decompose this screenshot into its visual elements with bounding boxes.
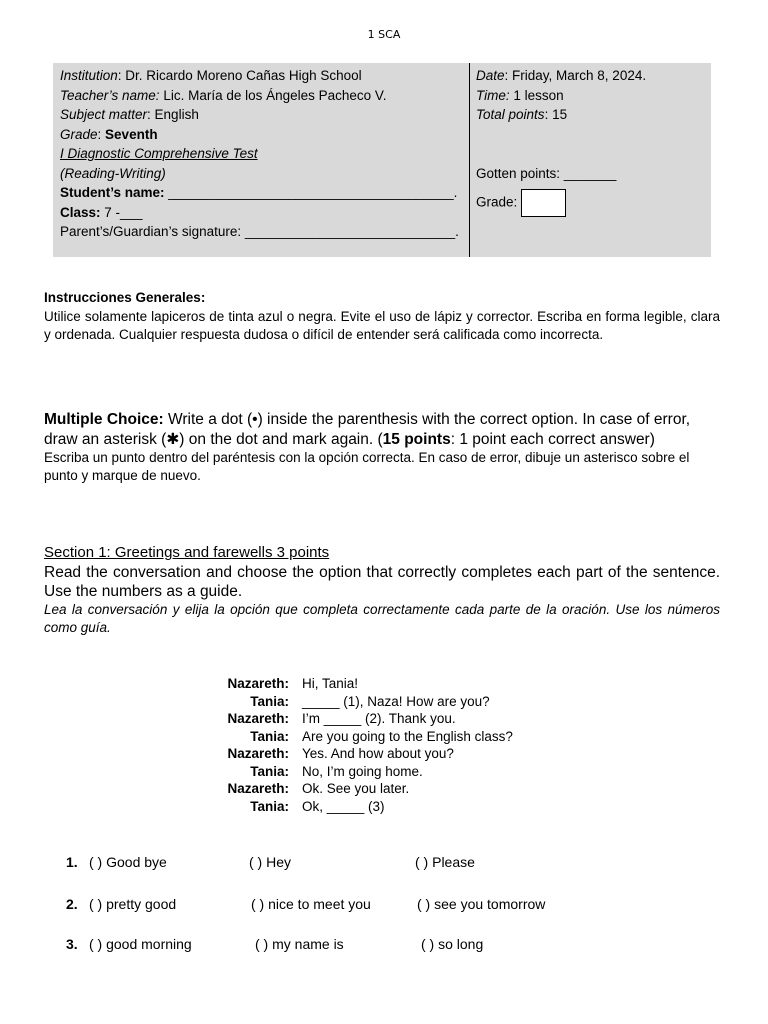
answer-option[interactable]: ( ) nice to meet you [251,896,371,912]
grade-label: Grade [60,126,98,142]
dialog-speaker: Tania: [250,763,289,779]
answer-option[interactable]: ( ) Please [415,854,475,870]
multiple-choice-points: 15 points [382,430,451,448]
dialog-line: Hi, Tania! [302,676,359,691]
dialog-row [200,745,513,763]
info-right-column [476,66,646,217]
grade-box-label: Grade: [476,194,518,210]
dialog-line: Yes. And how about you? [302,746,454,761]
grade-box[interactable] [521,189,566,217]
question-number: 1. [66,854,78,870]
dialog-line: Ok, _____ (3) [302,798,385,814]
dialog-speaker: Nazareth: [227,746,289,761]
document-code: 1 SCA [367,28,401,41]
total-points-value: : 15 [544,107,568,122]
test-title: I Diagnostic Comprehensive Test [60,146,258,161]
dialog-speaker: Nazareth: [227,781,289,796]
answer-option[interactable]: ( ) Good bye [89,854,167,870]
time-value: 1 lesson [509,87,564,103]
institution-value: : Dr. Ricardo Moreno Cañas High School [117,68,362,83]
question-3 [66,936,483,952]
time-label: Time: [476,87,510,103]
dialog-row [200,780,513,798]
spacer [476,125,646,164]
question-number: 2. [66,896,78,912]
answer-option[interactable]: ( ) good morning [89,936,192,952]
total-points-line [476,105,646,125]
dialog-row [200,763,513,781]
dialog-speaker: Nazareth: [227,711,289,726]
answer-option[interactable]: ( ) my name is [255,936,344,952]
section-1-instructions-spanish: Lea la conversación y elija la opción que completa correctamente cada parte de la oración. Use los números como guía. [44,602,720,635]
conversation [200,675,513,815]
grade-box-line [476,189,646,217]
teacher-line [60,86,459,106]
question-number: 3. [66,936,78,952]
dialog-speaker: Nazareth: [227,676,289,691]
test-subtitle: (Reading-Writing) [60,165,166,181]
date-label: Date [476,68,505,83]
multiple-choice-instructions [44,410,724,449]
student-name-field[interactable] [60,183,459,203]
dialog-speaker: Tania: [250,693,289,709]
dialog-line: I’m _____ (2). Thank you. [302,711,456,726]
date-value: : Friday, March 8, 2024. [504,68,647,83]
section-1-instructions: Read the conversation and choose the option that correctly completes each part of the sentence. Use the numbers as a guide. [44,564,720,600]
multiple-choice-instructions-spanish: Escriba un punto dentro del paréntesis con la opción correcta. En caso de error, dibuje un asterisco sobre el punto y marque de nuevo. [44,450,690,483]
answer-option[interactable]: ( ) Hey [249,854,291,870]
dialog-row [200,693,513,711]
info-divider [469,63,470,257]
teacher-label: Teacher’s name: [60,87,160,103]
answer-option[interactable]: ( ) pretty good [89,896,177,912]
dialog-row [200,798,513,816]
question-1 [66,854,475,870]
institution-label: Institution [60,68,118,83]
section-1-title: Section 1: Greetings and farewells 3 points [44,544,330,561]
question-2 [66,896,545,912]
parent-signature-field[interactable]: Parent’s/Guardian’s signature: ____________________________. [60,224,459,239]
grade-separator: : [97,126,106,142]
general-instructions-body: Utilice solamente lapiceros de tinta azul o negra. Evite el uso de lápiz y corrector. Escriba en forma legible, clara y ordenada. Cualquier respuesta dudosa o difícil de entender será calificada como incorrecta. [44,309,720,342]
dialog-speaker: Tania: [250,728,289,744]
dialog-line: Are you going to the English class? [302,728,513,744]
teacher-value: Lic. María de los Ángeles Pacheco V. [159,87,387,103]
gotten-points-field[interactable]: Gotten points: _______ [476,165,617,181]
date-line [476,66,646,86]
answer-option[interactable]: ( ) so long [421,936,484,952]
student-name-label: Student’s name: [60,185,169,200]
multiple-choice-label: Multiple Choice: [44,411,164,428]
subject-label: Subject matter [60,107,148,122]
dialog-row [200,728,513,746]
answer-option[interactable]: ( ) see you tomorrow [417,896,546,912]
info-left-column [60,66,459,242]
subject-value: : English [147,107,199,122]
total-points-label: Total points [476,107,545,122]
grade-value: Seventh [105,126,158,142]
class-label: Class: [60,204,101,220]
subject-line [60,105,459,125]
class-field[interactable] [60,203,459,223]
dialog-speaker: Tania: [250,798,289,814]
student-name-blank[interactable]: ______________________________________. [168,185,458,200]
dialog-row [200,675,513,693]
time-line [476,86,646,106]
dialog-row [200,710,513,728]
class-value[interactable]: 7 -___ [100,204,143,220]
dialog-line: Ok. See you later. [302,781,410,796]
header-info-box [53,63,711,257]
grade-line [60,125,459,145]
multiple-choice-text: Write a dot (•) inside the parenthesis with the correct option. In case of error, draw an asterisk (✱) on the dot and mark again. ( [44,411,691,448]
dialog-line: _____ (1), Naza! How are you? [302,693,490,709]
dialog-line: No, I’m going home. [302,763,423,779]
general-instructions-title: Instrucciones Generales: [44,290,206,305]
institution-line [60,66,459,86]
multiple-choice-text-end: : 1 point each correct answer) [450,430,655,448]
